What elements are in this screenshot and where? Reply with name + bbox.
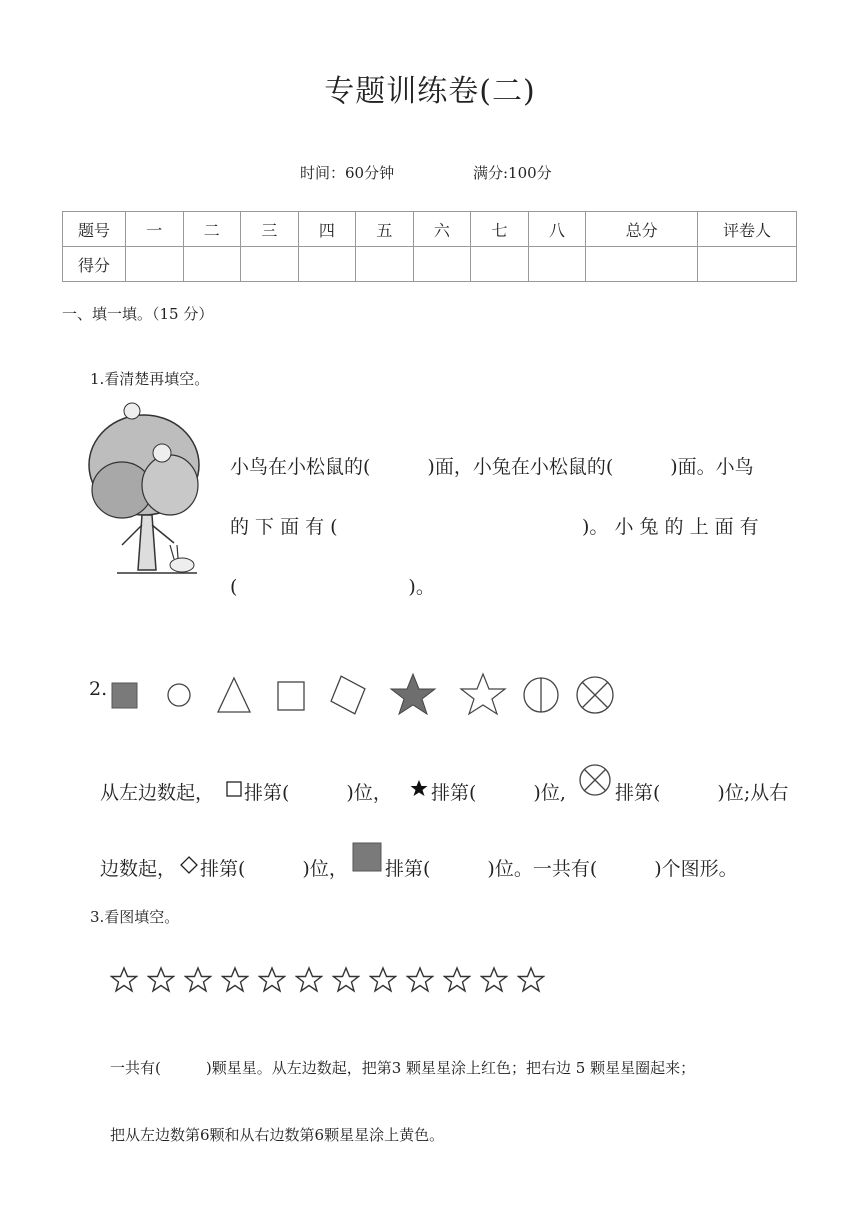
star-outline-icon[interactable] bbox=[110, 966, 138, 994]
score-table bbox=[62, 211, 797, 282]
score-input-cell[interactable] bbox=[586, 247, 698, 282]
question-2-number: 2. bbox=[89, 678, 108, 700]
question-1-line2-left: 的 下 面 有 ( bbox=[230, 516, 338, 538]
table-cell: 八 bbox=[528, 212, 586, 247]
score-input-cell[interactable] bbox=[126, 247, 184, 282]
question-3-line2: 把从左边数第6颗和从右边数第6颗星星涂上黄色。 bbox=[110, 1126, 445, 1144]
star-outline-icon[interactable] bbox=[406, 966, 434, 994]
score-input-cell[interactable] bbox=[471, 247, 529, 282]
star-outline-icon[interactable] bbox=[369, 966, 397, 994]
table-cell: 五 bbox=[356, 212, 414, 247]
table-cell: 题号 bbox=[63, 212, 126, 247]
star-outline-icon[interactable] bbox=[258, 966, 286, 994]
filled-square-icon bbox=[352, 842, 382, 872]
circle-icon bbox=[168, 684, 190, 706]
table-cell: 评卷人 bbox=[698, 212, 797, 247]
question-2-line2-a: 边数起， bbox=[100, 858, 177, 880]
score-input-cell[interactable] bbox=[528, 247, 586, 282]
filled-star-icon bbox=[410, 779, 428, 797]
score-input-cell[interactable] bbox=[356, 247, 414, 282]
tree-illustration bbox=[82, 395, 212, 580]
star-row bbox=[110, 966, 554, 998]
question-2-line1-a: 从左边数起， bbox=[100, 782, 215, 804]
square-icon bbox=[226, 781, 242, 797]
page-title: 专题训练卷(二) bbox=[324, 74, 536, 109]
star-outline-icon[interactable] bbox=[517, 966, 545, 994]
triangle-icon bbox=[218, 678, 250, 712]
star-outline-icon[interactable] bbox=[443, 966, 471, 994]
table-cell: 得分 bbox=[63, 247, 126, 282]
question-2-line1-b: 排第( )位， bbox=[244, 782, 392, 804]
question-2-line2-b: 排第( )位， bbox=[200, 858, 348, 880]
question-3-line1: 一共有( )颗星星。从左边数起，把第3 颗星星涂上红色；把右边 5 颗星星圈起来； bbox=[110, 1059, 696, 1077]
question-1-line2-right: )。 小 兔 的 上 面 有 bbox=[582, 516, 759, 538]
table-cell: 一 bbox=[126, 212, 184, 247]
table-cell: 四 bbox=[298, 212, 356, 247]
question-2-line1-c: 排第( )位, bbox=[431, 782, 566, 804]
diamond-icon bbox=[324, 670, 372, 720]
star-outline-icon bbox=[461, 674, 505, 714]
table-header-row bbox=[63, 212, 797, 247]
circle-x-icon bbox=[582, 682, 608, 708]
question-1-line1: 小鸟在小松鼠的( )面，小兔在小松鼠的( )面。小鸟 bbox=[230, 456, 754, 478]
square-icon bbox=[278, 682, 304, 710]
score-input-cell[interactable] bbox=[298, 247, 356, 282]
table-score-row bbox=[63, 247, 797, 282]
star-outline-icon[interactable] bbox=[480, 966, 508, 994]
table-cell: 七 bbox=[471, 212, 529, 247]
table-cell: 总分 bbox=[586, 212, 698, 247]
star-outline-icon[interactable] bbox=[184, 966, 212, 994]
question-2-line1-d: 排第( )位;从右 bbox=[615, 782, 789, 804]
shape-row bbox=[108, 670, 628, 720]
table-cell: 三 bbox=[241, 212, 299, 247]
score-input-cell[interactable] bbox=[183, 247, 241, 282]
question-3-title: 3.看图填空。 bbox=[90, 908, 180, 926]
table-cell: 二 bbox=[183, 212, 241, 247]
table-cell: 六 bbox=[413, 212, 471, 247]
full-score-label: 满分:100分 bbox=[473, 164, 552, 182]
diamond-icon bbox=[180, 856, 198, 874]
star-outline-icon[interactable] bbox=[147, 966, 175, 994]
circle-x-icon bbox=[578, 763, 612, 797]
section-heading: 一、填一填。（15 分） bbox=[62, 305, 214, 323]
time-label: 时间：60分钟 bbox=[300, 164, 395, 182]
star-outline-icon[interactable] bbox=[295, 966, 323, 994]
filled-star-icon bbox=[391, 674, 435, 714]
question-1-line3: ( )。 bbox=[230, 576, 435, 598]
star-outline-icon[interactable] bbox=[221, 966, 249, 994]
score-input-cell[interactable] bbox=[241, 247, 299, 282]
filled-square-icon bbox=[112, 683, 137, 708]
half-circle-icon bbox=[541, 678, 558, 712]
star-outline-icon[interactable] bbox=[332, 966, 360, 994]
score-input-cell[interactable] bbox=[413, 247, 471, 282]
score-input-cell[interactable] bbox=[698, 247, 797, 282]
question-1-title: 1.看清楚再填空。 bbox=[90, 370, 210, 388]
question-2-line2-c: 排第( )位。一共有( )个图形。 bbox=[385, 858, 738, 880]
